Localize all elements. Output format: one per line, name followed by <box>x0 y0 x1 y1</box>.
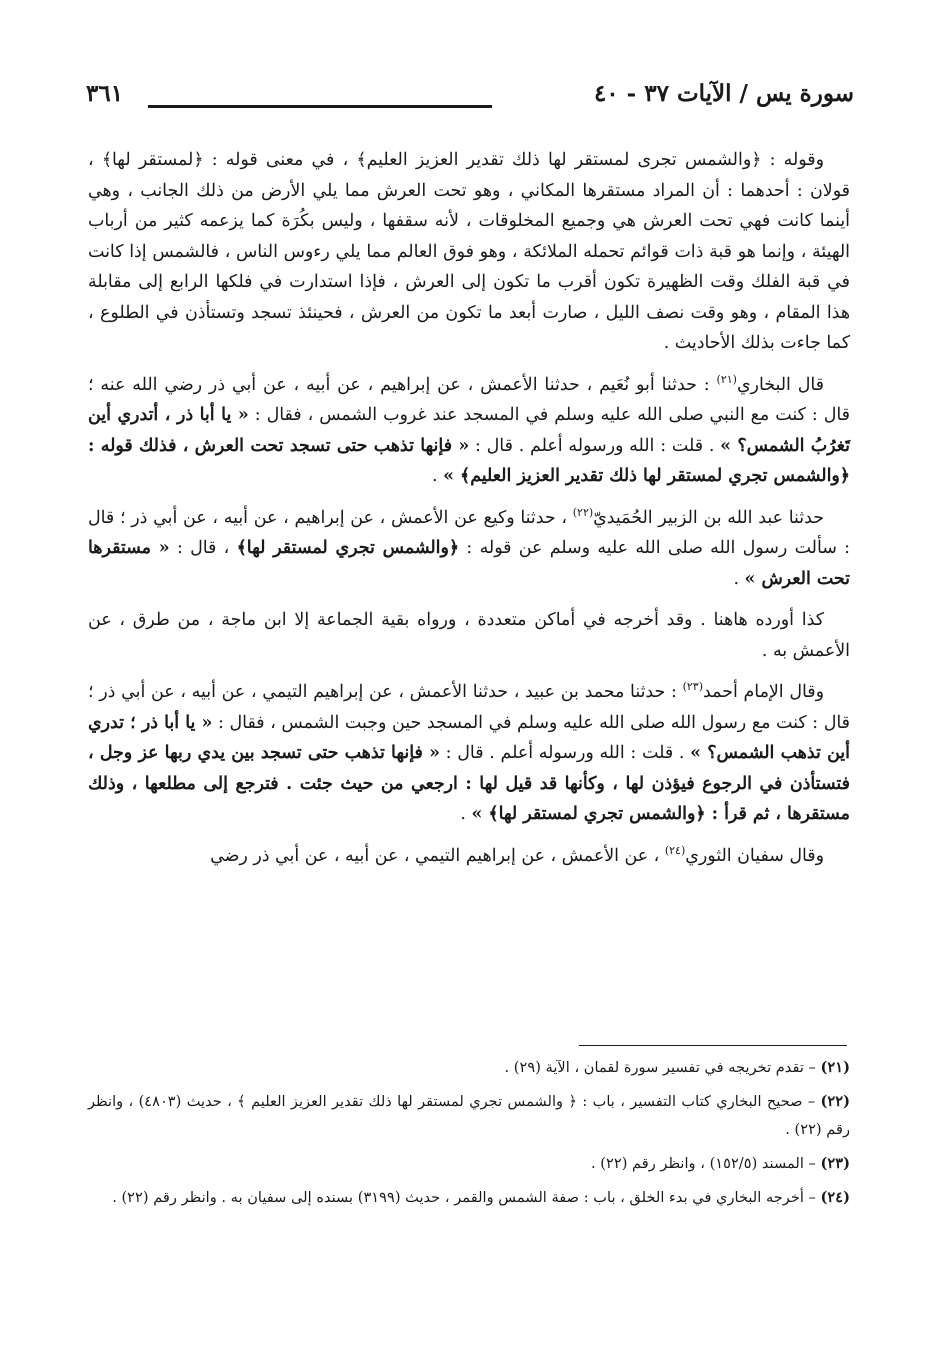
running-title: سورة يس / الآيات ٣٧ - ٤٠ <box>593 80 854 107</box>
paragraph-humaidi <box>88 503 850 595</box>
page-number: ٣٦١ <box>86 80 124 107</box>
paragraph-comment <box>88 605 850 666</box>
footnote-23 <box>88 1150 850 1178</box>
narrator-intro: حدثنا عبد الله بن الزبير الحُمَيديّ <box>593 507 824 528</box>
hadith-quote: « يا أبا ذر ، أتدري أين تَغرُبُ الشمس؟ » <box>88 405 850 456</box>
footnote-text: – المسند (١٥٢/٥) ، وانظر رقم (٢٢) . <box>591 1155 821 1172</box>
narrator-intro: قال البخاري <box>736 374 824 395</box>
paragraph-ahmad <box>88 677 850 830</box>
footnote-ref[interactable]: (٢٢) <box>572 505 594 519</box>
paragraph-text: : حدثنا أبو نُعَيم ، حدثنا الأعمش ، عن إبراهيم ، عن أبيه ، عن أبي ذر رضي الله عنه ؛ قال : كنت مع النبي صلى الله عليه وسلم في المسجد عند غروب الشمس ، فقال : <box>88 374 850 425</box>
paragraph-text: ، عن الأعمش ، عن إبراهيم التيمي ، عن أبيه ، عن أبي ذر رضي <box>210 845 665 866</box>
header-rule <box>148 105 492 108</box>
running-header <box>86 80 854 120</box>
paragraph-text: : حدثنا محمد بن عبيد ، حدثنا الأعمش ، عن إبراهيم التيمي ، عن أبيه ، عن أبي ذر ؛ قال : كنت مع رسول الله صلى الله عليه وسلم في المسجد حين وجبت الشمس ، فقال : <box>88 682 850 733</box>
paragraph-end: . <box>432 466 444 486</box>
footnote-24 <box>88 1184 850 1212</box>
footnote-separator <box>579 1045 847 1046</box>
footnote-text: – تقدم تخريجه في تفسير سورة لقمان ، الآية (٢٩) . <box>504 1059 821 1076</box>
paragraph-thawri <box>88 841 850 872</box>
hadith-quote: « مستقرها تحت العرش » <box>88 538 850 589</box>
footnote-21 <box>88 1054 850 1082</box>
footnote-ref[interactable]: (٢٤) <box>664 843 686 857</box>
hadith-quote: « فإنها تذهب حتى تسجد تحت العرش ، فذلك قوله : ﴿والشمس تجري لمستقر لها ذلك تقدير العزيز العليم﴾ » <box>88 435 850 486</box>
footnote-ref[interactable]: (٢٣) <box>682 680 704 694</box>
paragraph-text: ، حدثنا وكيع عن الأعمش ، عن إبراهيم ، عن أبيه ، عن أبي ذر ؛ قال : سألت رسول الله صلى الله عليه وسلم عن قوله : <box>88 507 850 558</box>
paragraph-bukhari <box>88 370 850 492</box>
paragraph-text: . قلت : الله ورسوله أعلم . قال : <box>439 743 691 763</box>
footnote-ref[interactable]: (٢١) <box>716 372 737 386</box>
hadith-quote: « يا أبا ذر ؛ تدري أين تذهب الشمس؟ » <box>88 712 850 763</box>
footnote-22 <box>88 1088 850 1144</box>
main-text <box>88 145 850 882</box>
narrator-intro: وقال الإمام أحمد <box>703 682 824 702</box>
footnote-text: – أخرجه البخاري في بدء الخلق ، باب : صفة الشمس والقمر ، حديث (٣١٩٩) بسنده إلى سفيان به . وانظر رقم (٢٢) . <box>112 1189 821 1206</box>
paragraph-tafsir <box>88 145 850 359</box>
footnote-number: (٢٣) <box>820 1155 850 1172</box>
narrator-intro: وقال سفيان الثوري <box>685 845 824 866</box>
paragraph-end: . <box>733 568 745 589</box>
footnote-number: (٢٤) <box>820 1189 850 1206</box>
hadith-quote: « فإنها تذهب حتى تسجد بين يدي ربها عز وجل ، فتستأذن في الرجوع فيؤذن لها ، وكأنها قد قيل لها : ارجعي من حيث جئت . فترجع إلى مطلعها ، وذلك مستقرها ، ثم قرأ : ﴿والشمس تجري لمستقر لها﴾ » <box>88 743 850 824</box>
paragraph-text: وقوله : ﴿والشمس تجرى لمستقر لها ذلك تقدير العزيز العليم﴾ ، في معنى قوله : ﴿لمستقر لها﴾ ، قولان : أحدهما : أن المراد مستقرها المكاني ، وهو تحت العرش مما يلي الأرض من ذلك الجانب ، وهي أينما كانت فهي تحت العرش هي وجميع المخلوقات ، لأنه سقفها ، وليس بكُرَة كما يزعمه كثير من أرباب الهيئة ، وإنما هو قبة ذات قوائم تحمله الملائكة ، وهو فوق العالم مما يلي رءوس الناس ، فالشمس إذا كانت في قبة الفلك وقت الظهيرة تكون أقرب ما تكون إلى العرش ، فإذا استدارت في فلكها الرابع إلى مقابلة هذا المقام ، وهو وقت نصف الليل ، صارت أبعد ما تكون من العرش ، فحينئذ تسجد وتستأذن في الطلوع ، كما جاءت بذلك الأحاديث . <box>88 150 850 353</box>
paragraph-end: . <box>460 804 472 824</box>
footnote-text: – صحيح البخاري كتاب التفسير ، باب : ﴿ والشمس تجري لمستقر لها ذلك تقدير العزيز العليم ﴾ ، حديث (٤٨٠٣) ، وانظر رقم (٢٢) . <box>88 1093 850 1138</box>
footnote-number: (٢٢) <box>820 1093 850 1110</box>
paragraph-text: . قلت : الله ورسوله أعلم . قال : <box>469 435 721 456</box>
footnote-number: (٢١) <box>820 1059 850 1076</box>
paragraph-text: كذا أورده هاهنا . وقد أخرجه في أماكن متعددة ، ورواه بقية الجماعة إلا ابن ماجة ، من طرق ، عن الأعمش به . <box>88 610 850 661</box>
paragraph-text: ، قال : <box>169 538 237 558</box>
verse-quote: ﴿والشمس تجري لمستقر لها﴾ <box>236 538 460 558</box>
footnotes <box>88 1054 850 1218</box>
